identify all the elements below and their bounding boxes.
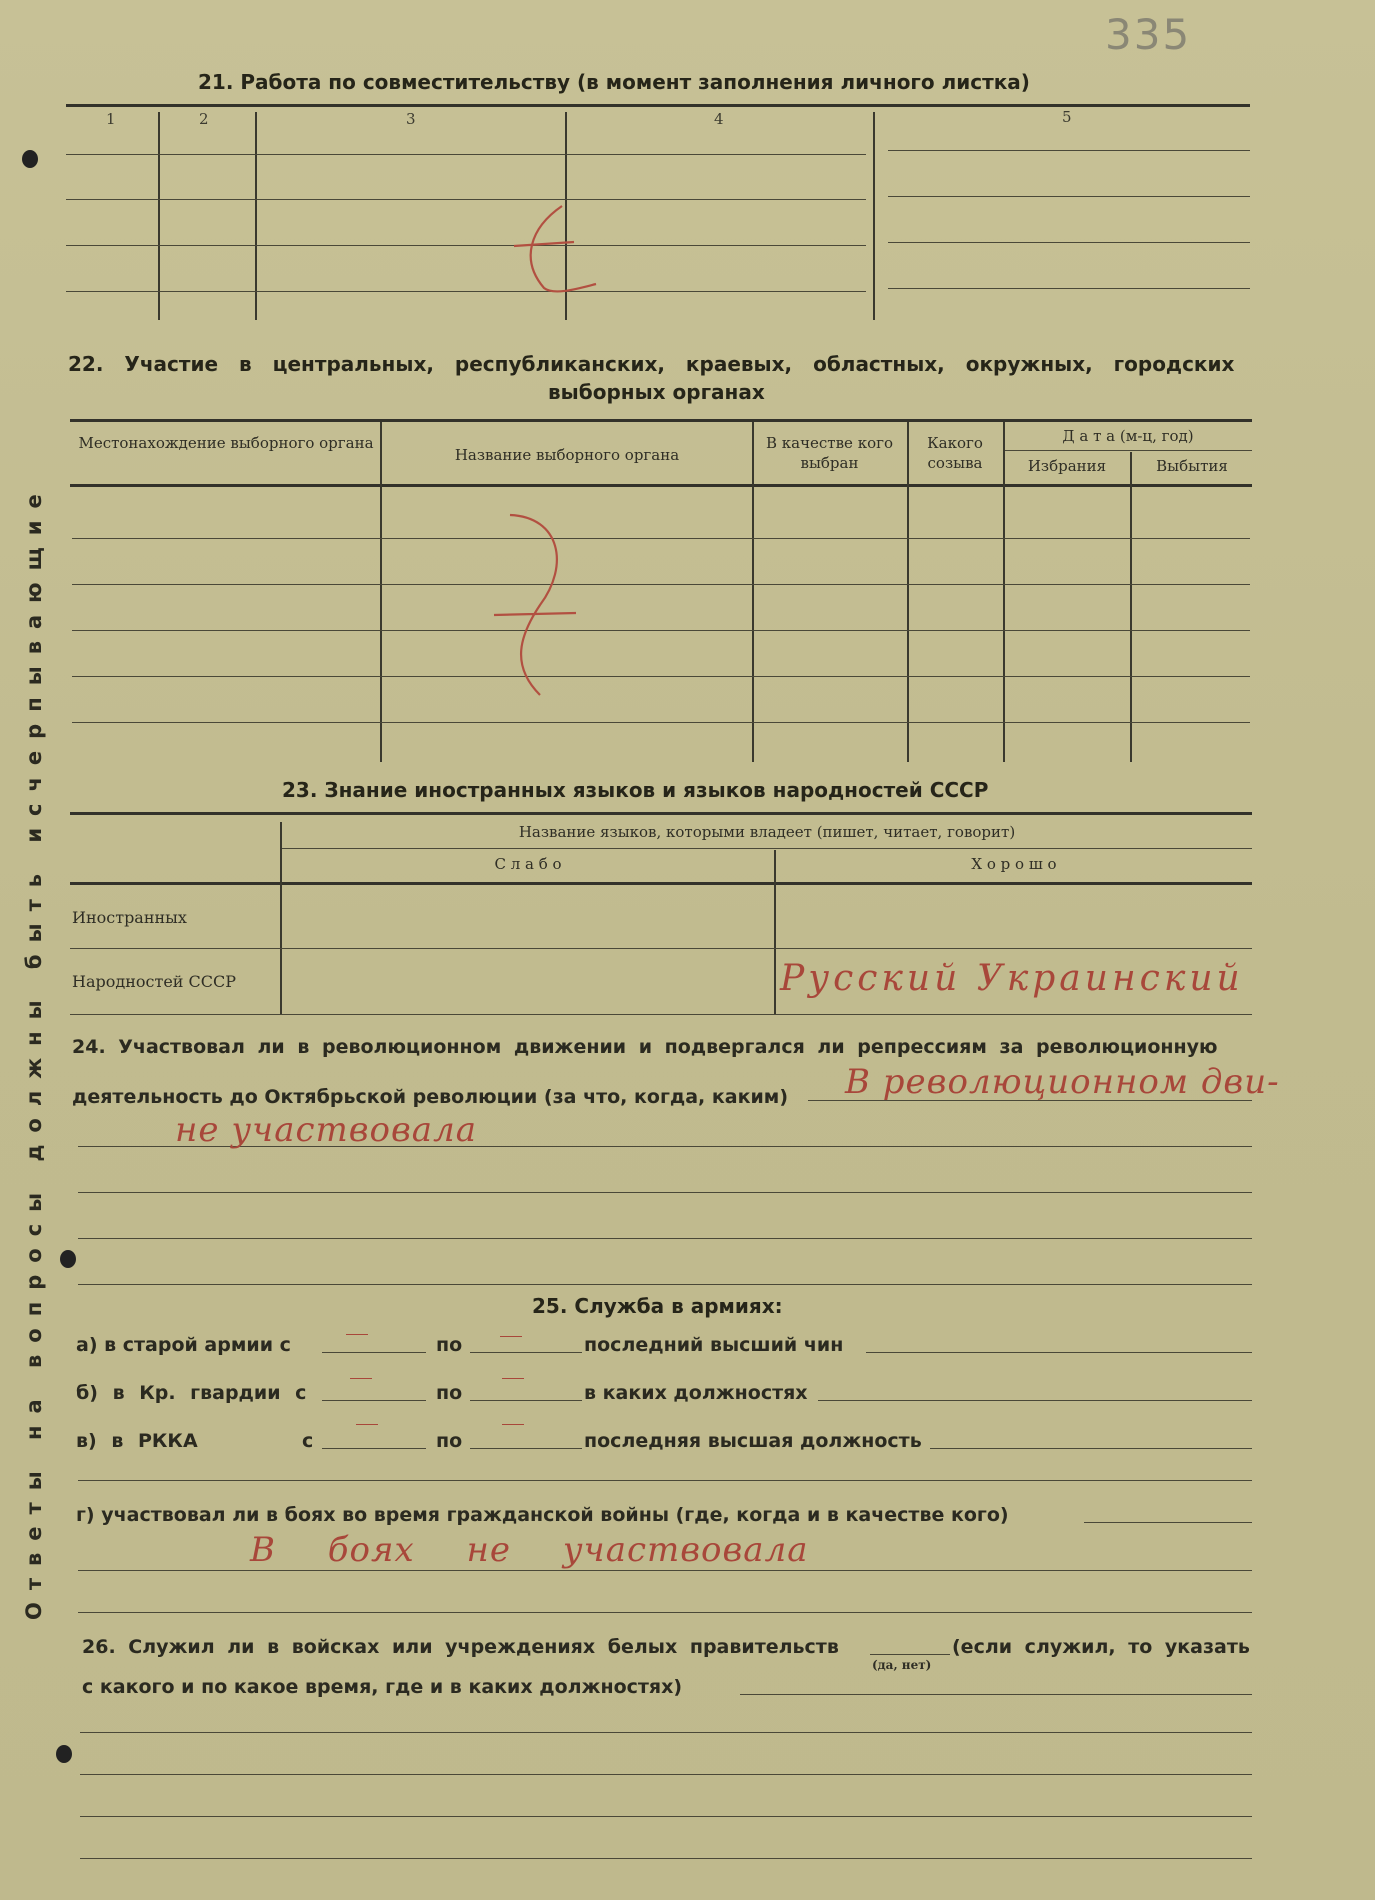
s21-row-4	[66, 291, 866, 292]
s23-row-foreign-label: Иностранных	[72, 908, 187, 927]
s24-line-4	[78, 1238, 1252, 1239]
s23-row-ussr-label: Народностей СССР	[72, 972, 237, 991]
s21-row-2	[66, 199, 866, 200]
page-number: 335	[1105, 10, 1192, 59]
s25-b-prefix: б) в Кр. гвардии с	[76, 1382, 307, 1404]
s22-header-retired: Выбытия	[1156, 457, 1228, 475]
section-23-title: 23. Знание иностранных языков и языков народностей СССР	[282, 778, 989, 802]
s25-v-from-line	[322, 1448, 426, 1449]
s21-col-5: 5	[1062, 108, 1072, 126]
section-23-top-rule	[70, 812, 1252, 815]
s21-vline-2	[255, 112, 257, 320]
s21-handwritten-dash	[500, 200, 610, 300]
s23-vline-2	[774, 850, 776, 1014]
s25-v-po: по	[436, 1430, 463, 1452]
punch-hole-middle	[60, 1250, 76, 1268]
s25-v-s: с	[302, 1430, 314, 1452]
s23-header-bottom-rule	[70, 882, 1252, 885]
s21-col-3: 3	[406, 110, 416, 128]
s26-line-3	[80, 1774, 1252, 1775]
s22-row-2	[72, 584, 1250, 585]
s22-row-1	[72, 538, 1250, 539]
s22-row-3	[72, 630, 1250, 631]
s25-b-po: по	[436, 1382, 463, 1404]
s25-b-to-line	[470, 1400, 582, 1401]
s25-b-to-mark	[502, 1378, 524, 1379]
s25-a-to-mark	[500, 1336, 522, 1337]
s22-vline-5	[1130, 452, 1132, 762]
s25-v-prefix: в) в РККА	[76, 1430, 198, 1452]
s22-handwritten-dash	[480, 505, 600, 705]
s21-vline-4	[873, 112, 875, 320]
s25-a-po: по	[436, 1334, 463, 1356]
s22-vline-1	[380, 422, 382, 762]
s22-vline-3	[907, 422, 909, 762]
s26-line-2	[80, 1732, 1252, 1733]
s22-vline-4	[1003, 422, 1005, 762]
s25-g-text: г) участвовал ли в боях во время гражданской войны (где, когда и в качестве кого)	[76, 1504, 1009, 1526]
s25-g-answer: В боях не участвовала	[250, 1530, 809, 1570]
section-21-top-rule	[66, 104, 1250, 107]
section-26-line2: с какого и по какое время, где и в каких должностях)	[82, 1676, 683, 1698]
s23-header: Название языков, которыми владеет (пишет, читает, говорит)	[518, 823, 1016, 841]
s25-g-line-2	[78, 1570, 1252, 1571]
s24-line-5	[78, 1284, 1252, 1285]
s25-a-answer-line	[866, 1352, 1252, 1353]
s22-header-location: Местонахождение выборного органа	[78, 434, 374, 452]
s23-ussr-good-value: Русский Украинский	[780, 958, 1244, 999]
s25-v-suffix: последняя высшая должность	[584, 1430, 922, 1452]
s24-line-3	[78, 1192, 1252, 1193]
s21-col-4: 4	[714, 110, 724, 128]
s22-header-date: Д а т а (м-ц, год)	[1062, 427, 1194, 445]
s25-b-suffix: в каких должностях	[584, 1382, 808, 1404]
s23-header-weak: С л а б о	[494, 855, 562, 873]
s22-date-divider	[1004, 450, 1252, 451]
s25-a-suffix: последний высший чин	[584, 1334, 844, 1356]
s25-v-to-line	[470, 1448, 582, 1449]
s25-a-prefix: а) в старой армии с	[76, 1334, 291, 1356]
s23-header-divider	[282, 848, 1252, 849]
s24-answer-2: не участвовала	[175, 1110, 477, 1150]
s22-header-bottom-rule	[70, 484, 1252, 487]
s21-col-2: 2	[199, 110, 209, 128]
s22-vline-2	[752, 422, 754, 762]
section-22-title-line2: выборных органах	[548, 380, 765, 404]
s23-vline-1	[280, 822, 282, 1014]
s24-answer-1: В революционном дви-	[845, 1062, 1280, 1102]
punch-hole-bottom	[56, 1745, 72, 1763]
section-24-line2: деятельность до Октябрьской революции (за что, когда, каким)	[72, 1086, 789, 1108]
s21-row-5c	[888, 242, 1250, 243]
s21-row-1	[66, 154, 866, 155]
s26-answer-line-1	[740, 1694, 1252, 1695]
s23-header-good: Х о р о ш о	[971, 855, 1057, 873]
s25-v-to-mark	[502, 1424, 524, 1425]
s26-yes-no-line	[870, 1654, 950, 1655]
s25-extra-line	[78, 1480, 1252, 1481]
s21-row-5a	[888, 150, 1250, 151]
section-25-title: 25. Служба в армиях:	[532, 1294, 783, 1318]
section-22-top-rule	[70, 419, 1252, 422]
s25-a-from-mark	[346, 1334, 368, 1335]
section-24-line1: 24. Участвовал ли в революционном движении и подвергался ли репрессиям за революционную	[72, 1036, 1218, 1058]
section-26-line1a: 26. Служил ли в войсках или учреждениях белых правительств	[82, 1636, 839, 1658]
punch-hole-top	[22, 150, 38, 168]
s22-header-role: В качестве кого выбран	[766, 434, 893, 472]
section-22-title-line1: 22. Участие в центральных, республиканских, краевых, областных, окружных, городских	[68, 352, 1235, 376]
s25-a-from-line	[322, 1352, 426, 1353]
s26-yes-no-hint: (да, нет)	[872, 1658, 932, 1672]
s22-header-elected: Избрания	[1027, 457, 1107, 475]
s25-b-from-mark	[350, 1378, 372, 1379]
s25-b-from-line	[322, 1400, 426, 1401]
s21-row-5b	[888, 196, 1250, 197]
section-26-line1b: (если служил, то указать	[952, 1636, 1250, 1658]
s21-vline-1	[158, 112, 160, 320]
s25-v-from-mark	[356, 1424, 378, 1425]
s21-col-1: 1	[106, 110, 116, 128]
s22-row-4	[72, 676, 1250, 677]
s25-g-answer-line	[1084, 1522, 1252, 1523]
s25-a-to-line	[470, 1352, 582, 1353]
s26-line-4	[80, 1816, 1252, 1817]
s23-bottom-rule	[70, 1014, 1252, 1015]
s25-g-line-3	[78, 1612, 1252, 1613]
s22-header-name: Название выборного органа	[454, 446, 680, 464]
s21-row-3	[66, 245, 866, 246]
s21-row-5d	[888, 288, 1250, 289]
s22-header-convocation: Какого созыва	[927, 434, 983, 472]
s25-v-answer-line	[930, 1448, 1252, 1449]
s26-line-5	[80, 1858, 1252, 1859]
s22-row-5	[72, 722, 1250, 723]
section-21-title: 21. Работа по совместительству (в момент заполнения личного листка)	[198, 70, 1030, 94]
s25-b-answer-line	[818, 1400, 1252, 1401]
margin-note: Ответы на вопросы должны быть исчерпывающие	[22, 482, 46, 1620]
s23-row-divider	[70, 948, 1252, 949]
